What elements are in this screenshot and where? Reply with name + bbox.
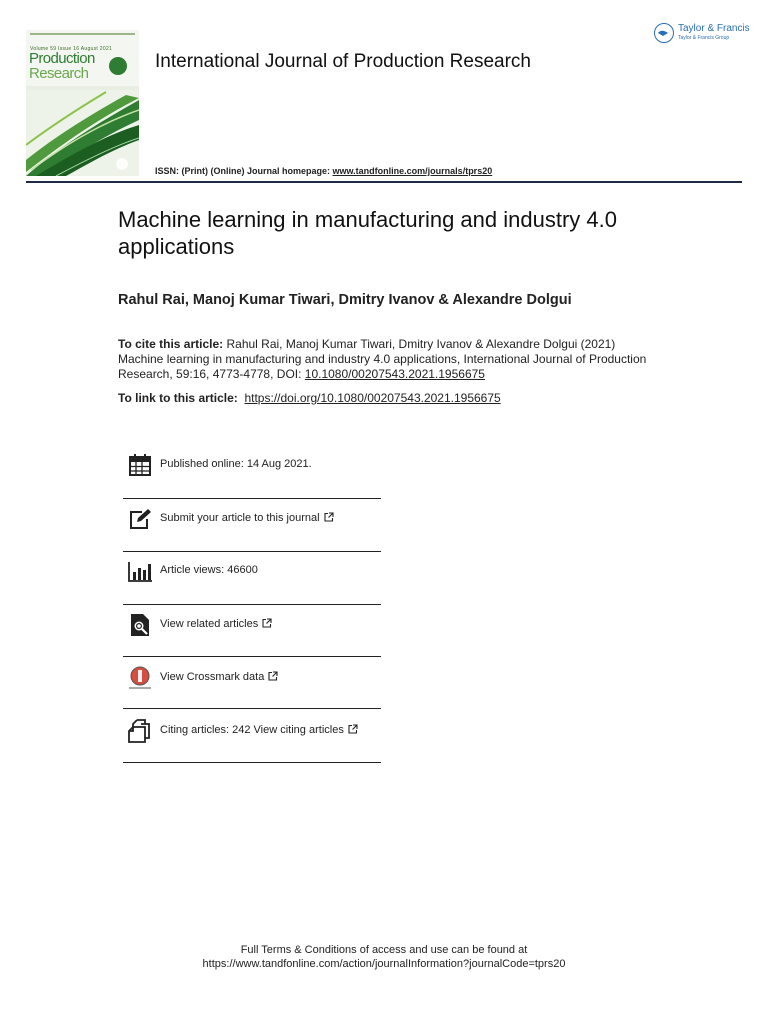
- publisher-name: Taylor & Francis: [678, 23, 750, 34]
- issn-line: [155, 166, 492, 176]
- calendar-icon: [128, 453, 152, 477]
- journal-title: International Journal of Production Research: [155, 51, 532, 72]
- article-title: Machine learning in manufacturing and industry 4.0 applications: [118, 207, 617, 259]
- cite-label: To cite this article:: [118, 337, 224, 351]
- citing-icon: [128, 719, 152, 743]
- cite-text: Rahul Rai, Manoj Kumar Tiwari, Dmitry Ivanov & Alexandre Dolgui (2021) Machine learning in manufacturing and industry 4.0 applications, International Journal of Production Research, 59:16, 4773-4778, DOI:: [118, 337, 647, 381]
- citing-articles-label: [160, 724, 358, 736]
- cover-title-line2: Research: [29, 65, 89, 82]
- external-link-icon: [262, 618, 272, 628]
- external-link-icon: [324, 512, 334, 522]
- article-views-item: [123, 546, 381, 598]
- related-articles-item[interactable]: [123, 600, 381, 652]
- publisher-logo-icon: [654, 23, 674, 43]
- publisher-logo[interactable]: [654, 22, 750, 46]
- journal-homepage-link[interactable]: www.tandfonline.com/journals/tprs20: [332, 166, 493, 176]
- article-doi-link[interactable]: https://doi.org/10.1080/00207543.2021.1956675: [244, 391, 501, 405]
- article-link-line: [118, 391, 501, 405]
- issn-text: ISSN: (Print) (Online) Journal homepage:: [155, 166, 333, 176]
- external-link-icon: [268, 671, 278, 681]
- edit-icon: [128, 507, 152, 531]
- terms-footer: [0, 943, 768, 971]
- submit-article-text: Submit your article to this journal: [160, 512, 320, 524]
- cover-artwork: [26, 90, 139, 176]
- citation-block: [118, 337, 658, 382]
- metrics-divider: [123, 762, 381, 763]
- submit-article-label: [160, 512, 334, 524]
- cover-issue-line: Volume 59 Issue 16 August 2021: [30, 46, 113, 52]
- terms-footer-url[interactable]: https://www.tandfonline.com/action/journalInformation?journalCode=tprs20: [202, 958, 566, 970]
- submit-article-item[interactable]: [123, 494, 381, 546]
- crossmark-text: View Crossmark data: [160, 671, 265, 683]
- related-articles-label: [160, 618, 272, 630]
- cover-badge: [109, 57, 127, 75]
- external-link-icon: [348, 724, 358, 734]
- terms-footer-line1: Full Terms & Conditions of access and use can be found at: [240, 944, 528, 956]
- journal-cover-image: [26, 30, 139, 176]
- header-divider: [26, 181, 742, 183]
- crossmark-icon: [128, 666, 152, 690]
- link-label: To link to this article:: [118, 391, 238, 405]
- citing-articles-text: Citing articles: 242 View citing articles: [160, 724, 344, 736]
- published-online-label: Published online: 14 Aug 2021.: [160, 458, 312, 470]
- crossmark-item[interactable]: [123, 653, 381, 705]
- crossmark-label: [160, 671, 278, 683]
- cover-title-line1: Production: [29, 50, 95, 67]
- bar-chart-icon: [128, 559, 152, 583]
- publisher-group: Taylor & Francis Group: [678, 35, 730, 41]
- cite-doi-link[interactable]: 10.1080/00207543.2021.1956675: [304, 367, 485, 381]
- cover-rule: [30, 33, 135, 35]
- article-views-label: Article views: 46600: [160, 564, 258, 576]
- related-articles-text: View related articles: [160, 618, 259, 630]
- published-online-item: [123, 440, 381, 492]
- search-document-icon: [128, 613, 152, 637]
- article-authors: Rahul Rai, Manoj Kumar Tiwari, Dmitry Ivanov & Alexandre Dolgui: [118, 292, 572, 308]
- citing-articles-item[interactable]: [123, 706, 381, 758]
